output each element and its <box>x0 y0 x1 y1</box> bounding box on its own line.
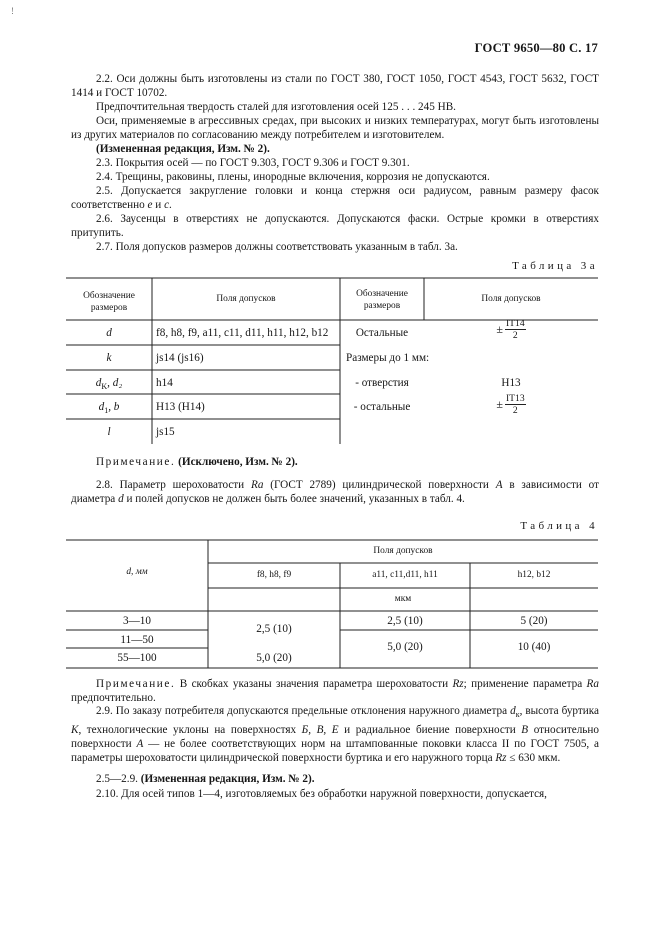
t3a-row-3-sym: d <box>95 377 102 389</box>
t3a-pm-1: ± <box>496 322 503 337</box>
t4-c2-value-2: 5,0 (20) <box>387 641 423 653</box>
p29-g: ≤ 630 мкм. <box>506 752 561 765</box>
p28-a: 2.8. Параметр шероховатости <box>96 479 251 491</box>
t4-range-3: 55—100 <box>117 652 157 664</box>
t4-header-d-text: d, мм <box>126 567 148 577</box>
t3a-upto-1mm: Размеры до 1 мм: <box>346 352 430 364</box>
t3a-row-4-symbol <box>66 400 152 419</box>
paragraph-2-3: 2.3. Покрытия осей — по ГОСТ 9.303, ГОСТ 9.306 и ГОСТ 9.301. <box>96 157 410 169</box>
t3a-row-3-symbol <box>66 376 152 395</box>
p29-V: В <box>521 723 529 736</box>
edit-note-1-text: (Измененная редакция, Изм. № 2). <box>96 143 270 155</box>
note-table-4 <box>71 677 599 706</box>
table-4-title: Таблица 4 <box>520 520 598 532</box>
t3a-row-5-sym: l <box>107 426 111 438</box>
p25-text: 2.5. Допускается закругление головки и конца стержня оси радиусом, равным размеру фасок соответственно <box>71 185 599 212</box>
t3a-header-fields-2: Поля допусков <box>481 294 541 304</box>
page-header: ГОСТ 9650—80 С. 17 <box>474 41 598 55</box>
t3a-other: Остальные <box>355 327 409 339</box>
p29-Rz: Rz <box>495 752 507 765</box>
paragraph-aggressive: Оси, применяемые в агрессивных средах, при высоких и низких температурах, могут быть изготовлены из других материалов по согласованию между потребителем и изготовителем. <box>71 115 599 142</box>
note-3a-text: (Исключено, Изм. № 2). <box>178 456 298 468</box>
p29-BVE: Б, В, Е <box>301 723 339 736</box>
paragraph-2-7: 2.7. Поля допусков размеров должны соответствовать указанным в табл. 3а. <box>96 241 458 253</box>
table-3a-title: Таблица 3а <box>512 260 598 272</box>
p25-c: с <box>164 199 170 212</box>
margin-mark: ! <box>11 6 14 16</box>
p28-b: (ГОСТ 2789) цилиндрической поверхности <box>263 479 496 491</box>
edit-note-2-text: (Измененная редакция, Изм. № 2). <box>140 773 315 785</box>
t3a-row-5-symbol <box>66 425 152 439</box>
p29-e: относительно поверхности <box>71 723 599 751</box>
t3a-row-4-fields: H13 (H14) <box>156 401 205 413</box>
note-4-ra: Ra <box>586 678 599 690</box>
t3a-holes-value: H13 <box>501 377 521 389</box>
t3a-row-3-fields: h14 <box>156 377 173 389</box>
note-4-label: Примечание. <box>96 678 176 690</box>
note-4-c: предпочтительно. <box>71 692 156 705</box>
t4-c1-value-1: 2,5 (10) <box>256 623 292 635</box>
t4-range-2: 11—50 <box>120 634 154 646</box>
t3a-row-2-symbol <box>66 351 152 365</box>
note-table-3a <box>71 455 599 469</box>
t3a-fraction-1 <box>505 318 526 341</box>
p25-end: . <box>169 199 172 212</box>
t3a-row-4-sym: d <box>98 401 105 413</box>
t3a-row-2-fields: js14 (js16) <box>156 352 204 364</box>
t4-header-d <box>66 567 208 579</box>
t4-header-c3: h12, b12 <box>517 570 551 580</box>
t3a-frac1-den: 2 <box>512 330 518 341</box>
t4-range-1: 3—10 <box>123 615 151 627</box>
t4-header-c2: a11, c11,d11, h11 <box>372 570 438 580</box>
p29-f: — не более соответствующих норм на штампованные поковки класса II по ГОСТ 7505, а параметры шероховатости цилиндрической поверхности буртика и его наружного торца <box>71 738 599 765</box>
p28-ra: Ra <box>250 479 264 491</box>
paragraph-2-6: 2.6. Заусенцы в отверстиях не допускаются. Допускаются фаски. Острые кромки в отверстиях притупить. <box>71 213 599 240</box>
t3a-rest: - остальные <box>353 401 411 413</box>
t4-c1-value-2: 5,0 (20) <box>256 652 292 664</box>
p25-e: е <box>147 199 153 212</box>
p28-d-text: и полей допусков не должен быть более значений, указанных в табл. 4. <box>123 493 465 506</box>
p29-A: А <box>136 738 144 751</box>
note-3a-label: Примечание. <box>96 456 176 468</box>
t4-c2-value-1: 2,5 (10) <box>387 615 423 627</box>
t3a-row-4-sym2: , b <box>108 401 120 413</box>
t3a-row-1-fields: f8, h8, f9, a11, c11, d11, h11, h12, b12 <box>156 327 329 339</box>
p28-A: А <box>495 479 503 491</box>
t3a-header-designation-2: Обозначение размеров <box>356 289 408 311</box>
p28-d: d <box>118 493 124 506</box>
t3a-row-3-sym2: , d₂ <box>107 377 123 389</box>
paragraph-2-2: 2.2. Оси должны быть изготовлены из стали по ГОСТ 380, ГОСТ 1050, ГОСТ 4543, ГОСТ 5632, ГОСТ 1414 и ГОСТ 10702. <box>71 73 599 100</box>
t3a-row-2-sym: k <box>106 352 112 364</box>
t4-header-unit: мкм <box>394 594 412 604</box>
note-4-b: ; применение параметра <box>463 678 587 690</box>
t3a-header-designation: Обозначение размеров <box>83 291 135 313</box>
t3a-frac2-den: 2 <box>512 405 518 416</box>
t3a-row-4-sub: 1 <box>104 406 109 416</box>
t3a-row-1-sym: d <box>106 327 112 339</box>
t4-header-fields: Поля допусков <box>373 546 433 556</box>
paragraph-2-4: 2.4. Трещины, раковины, плены, инородные включения, коррозия не допускаются. <box>96 171 490 183</box>
t3a-frac1-num: IT14 <box>505 318 525 329</box>
p25-and: и <box>152 199 165 212</box>
t3a-row-5-fields: js15 <box>156 426 175 438</box>
p29-b: , высота буртика <box>519 705 599 717</box>
p28-c: в зависимости от диаметра <box>71 479 599 506</box>
t4-c3-value-1: 5 (20) <box>520 615 548 627</box>
t3a-row-3-sub: K <box>101 382 108 392</box>
note-4-rz: Rz <box>452 678 464 690</box>
p29-dk-sub: к <box>515 710 520 720</box>
p29-K: К <box>71 723 79 736</box>
edit-note-2 <box>71 772 599 786</box>
paragraph-2-10: 2.10. Для осей типов 1—4, изготовляемых без обработки наружной поверхности, допускается, <box>96 788 547 800</box>
t3a-frac2-num: IT13 <box>505 393 525 404</box>
p29-dk: d <box>510 705 516 717</box>
note-4-a: В скобках указаны значения параметра шероховатости <box>175 678 453 690</box>
edit-note-2-prefix: 2.5—2.9. <box>96 773 141 785</box>
t3a-rest-tolerance <box>424 393 598 416</box>
t3a-fraction-2 <box>505 393 526 416</box>
t3a-header-fields: Поля допусков <box>216 294 276 304</box>
t3a-other-tolerance <box>424 318 598 341</box>
t3a-pm-2: ± <box>496 397 503 412</box>
paragraph-2-9 <box>71 704 599 766</box>
p29-a: 2.9. По заказу потребителя допускаются предельные отклонения наружного диаметра <box>96 705 511 717</box>
paragraph-2-8 <box>71 478 599 507</box>
t4-header-c1: f8, h8, f9 <box>256 570 292 580</box>
p29-d: и радиальное биение поверхности <box>338 723 522 736</box>
t3a-row-1-symbol <box>66 326 152 340</box>
t4-c3-value-2: 10 (40) <box>517 641 551 653</box>
t3a-holes: - отверстия <box>355 377 409 389</box>
p29-c: , технологические уклоны на поверхностях <box>78 723 302 736</box>
paragraph-hardness: Предпочтительная твердость сталей для изготовления осей 125 . . . 245 НВ. <box>96 101 456 113</box>
